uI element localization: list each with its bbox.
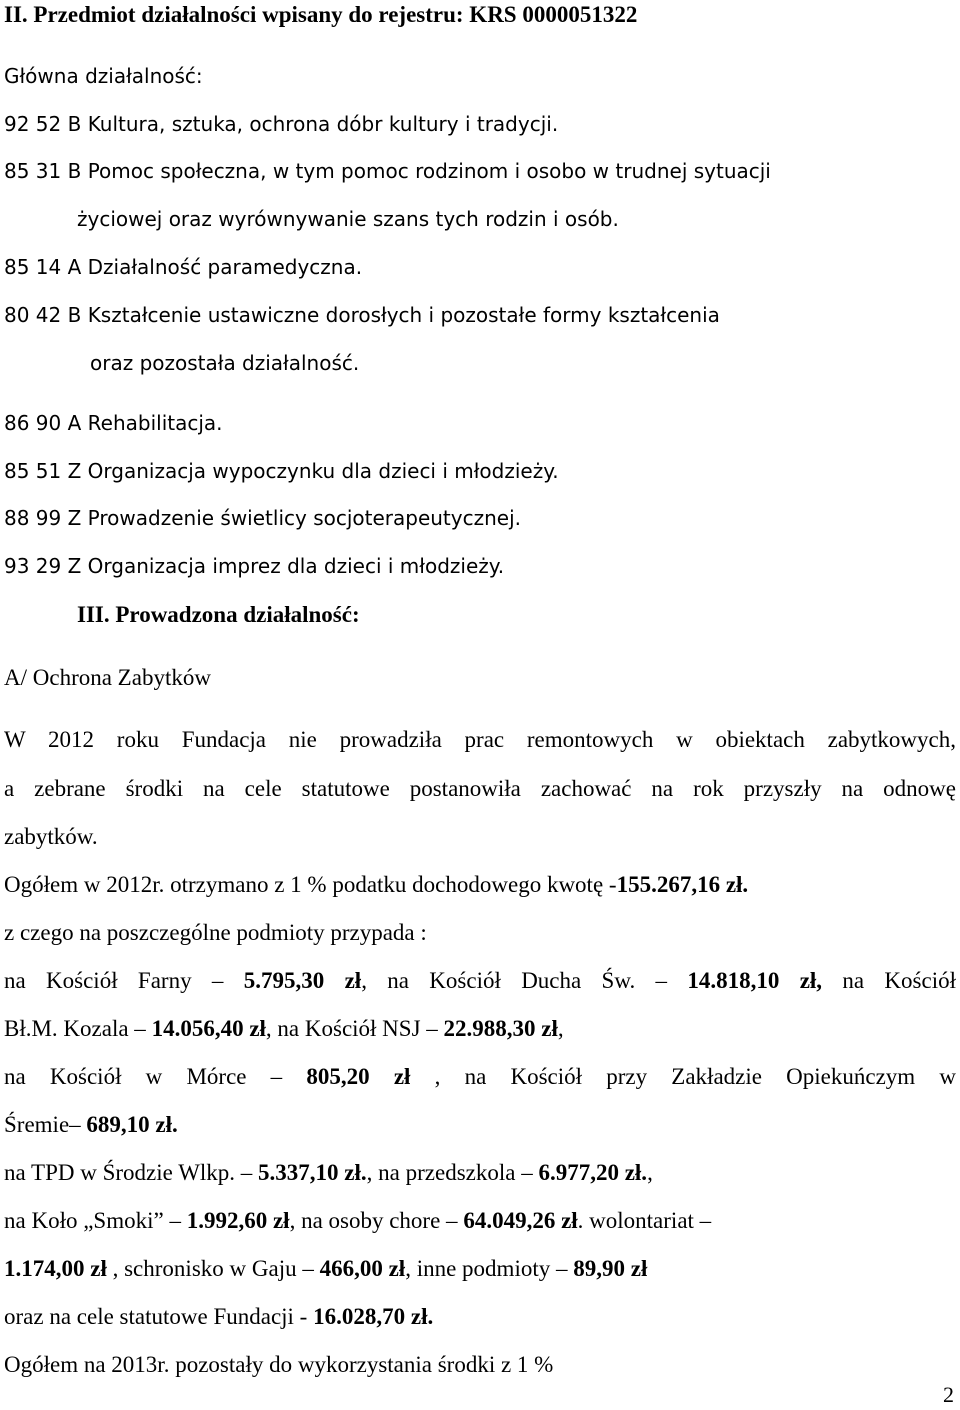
total-2012-line: Ogółem w 2012r. otrzymano z 1 % podatku dochodowego kwotę -155.267,16 zł. [4, 872, 749, 897]
breakdown-line: na Kościół Farny – 5.795,30 zł, na Kościół Ducha Św. – 14.818,10 zł, na Kościół [4, 968, 956, 993]
activity-item: 85 31 B Pomoc społeczna, w tym pomoc rodzinom i osobo w trudnej sytuacji [4, 159, 771, 183]
paragraph-line: zabytków. [4, 824, 98, 849]
activity-item: 80 42 B Kształcenie ustawiczne dorosłych i pozostałe formy kształcenia [4, 303, 720, 327]
paragraph-line: W 2012 roku Fundacja nie prowadziła prac remontowych w obiektach zabytkowych, [4, 727, 956, 752]
breakdown-line: Śremie– 689,10 zł. [4, 1112, 178, 1137]
activity-item-continuation: oraz pozostała działalność. [90, 351, 360, 375]
activity-item: 85 14 A Działalność paramedyczna. [4, 255, 363, 279]
breakdown-line: oraz na cele statutowe Fundacji - 16.028,70 zł. [4, 1304, 434, 1329]
paragraph-line: a zebrane środki na cele statutowe postanowiła zachować na rok przyszły na odnowę [4, 776, 956, 801]
total-2012-amount: 155.267,16 zł. [616, 872, 749, 897]
activity-item: 92 52 B Kultura, sztuka, ochrona dóbr kultury i tradycji. [4, 112, 559, 136]
section-heading: III. Prowadzona działalność: [77, 602, 360, 627]
activity-item: 85 51 Z Organizacja wypoczynku dla dzieci i młodzieży. [4, 459, 559, 483]
activity-item: 86 90 A Rehabilitacja. [4, 411, 223, 435]
breakdown-line: na Koło „Smoki” – 1.992,60 zł, na osoby chore – 64.049,26 zł. wolontariat – [4, 1208, 712, 1233]
breakdown-line: Bł.M. Kozala – 14.056,40 zł, na Kościół NSJ – 22.988,30 zł, [4, 1016, 564, 1041]
breakdown-line: na TPD w Środzie Wlkp. – 5.337,10 zł., na przedszkola – 6.977,20 zł., [4, 1160, 653, 1185]
breakdown-line: 1.174,00 zł , schronisko w Gaju – 466,00 zł, inne podmioty – 89,90 zł [4, 1256, 648, 1281]
total-2013-line: Ogółem na 2013r. pozostały do wykorzystania środki z 1 % [4, 1352, 554, 1377]
breakdown-line: na Kościół w Mórce – 805,20 zł , na Kościół przy Zakładzie Opiekuńczym w [4, 1064, 956, 1089]
activity-item: 88 99 Z Prowadzenie świetlicy socjoterapeutycznej. [4, 506, 522, 530]
subsection-heading: A/ Ochrona Zabytków [4, 665, 211, 690]
activity-item: 93 29 Z Organizacja imprez dla dzieci i młodzieży. [4, 554, 505, 578]
page-number: 2 [943, 1382, 954, 1407]
activity-item-continuation: życiowej oraz wyrównywanie szans tych rodzin i osób. [77, 207, 619, 231]
breakdown-intro: z czego na poszczególne podmioty przypada : [4, 920, 427, 945]
main-activity-label: Główna działalność: [4, 64, 203, 88]
section-heading: II. Przedmiot działalności wpisany do rejestru: KRS 0000051322 [4, 2, 638, 27]
